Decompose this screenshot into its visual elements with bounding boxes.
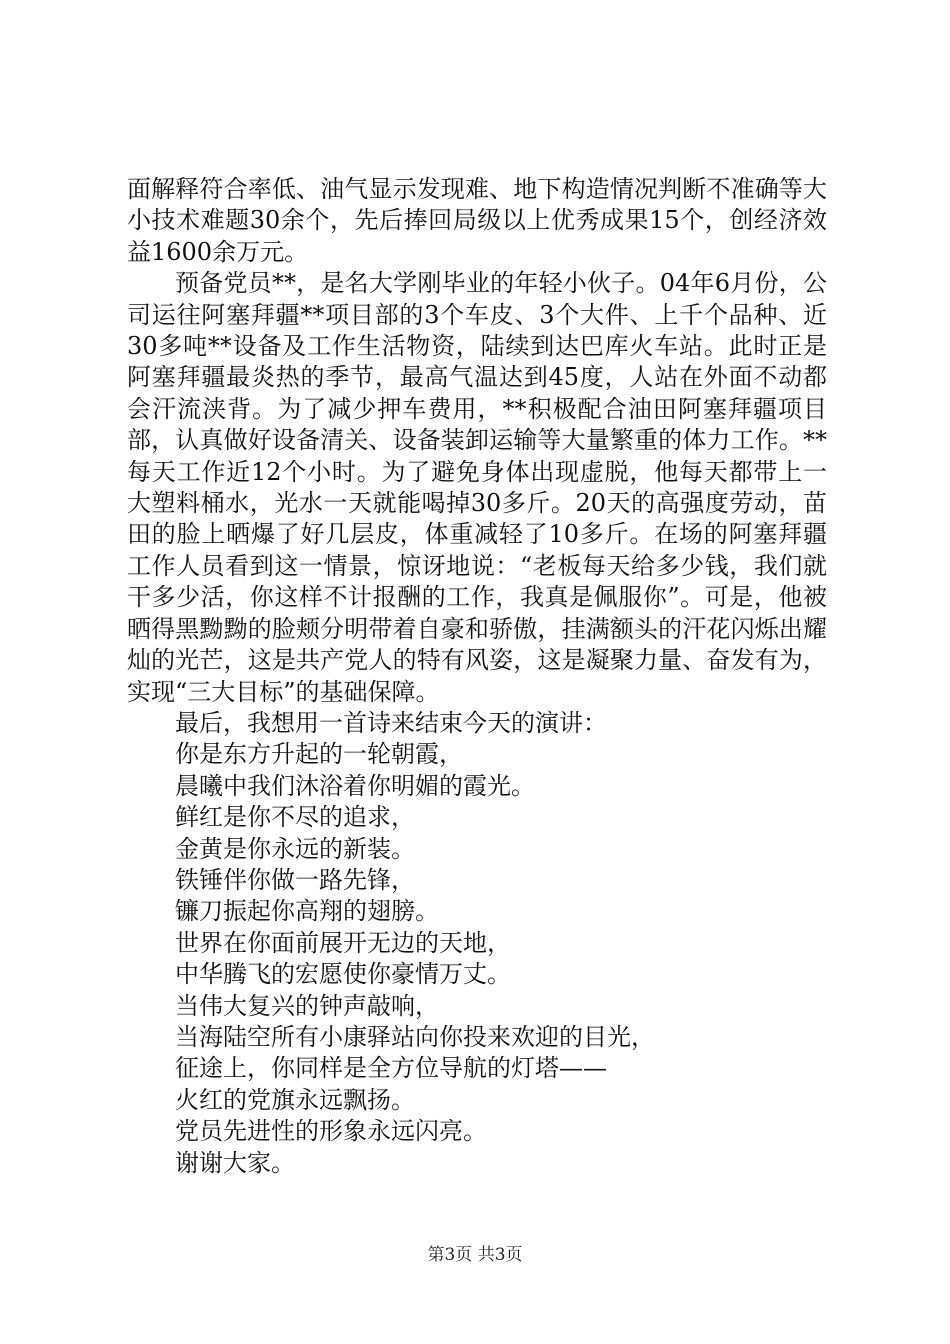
poem-line: 火红的党旗永远飘扬。 xyxy=(175,1085,415,1114)
document-body xyxy=(127,174,827,1179)
poem-line: 党员先进性的形象永远闪亮。 xyxy=(175,1117,487,1146)
poem-line: 铁锤伴你做一路先锋， xyxy=(175,865,415,894)
poem-line: 你是东方升起的一轮朝霞， xyxy=(175,740,463,769)
page-number: 第3页 共3页 xyxy=(427,1245,523,1265)
poem-line: 鲜红是你不尽的追求， xyxy=(175,803,415,832)
poem-line: 世界在你面前展开无边的天地， xyxy=(175,928,511,957)
poem-line: 当海陆空所有小康驿站向你投来欢迎的目光， xyxy=(175,1022,655,1051)
poem-line: 镰刀振起你高翔的翅膀。 xyxy=(175,897,439,926)
poem-line: 中华腾飞的宏愿使你豪情万丈。 xyxy=(175,960,511,989)
poem-line: 金黄是你永远的新装。 xyxy=(175,834,415,863)
poem-line: 征途上，你同样是全方位导航的灯塔—— xyxy=(175,1054,607,1083)
poem-line: 晨曦中我们沐浴着你明媚的霞光。 xyxy=(175,771,535,800)
poem xyxy=(127,739,827,1179)
paragraph-1: 面解释符合率低、油气显示发现难、地下构造情况判断不准确等大小技术难题30余个，先后捧回局级以上优秀成果15个，创经济效益1600余万元。 xyxy=(127,175,827,266)
page-footer xyxy=(0,1244,950,1266)
poem-line: 当伟大复兴的钟声敲响， xyxy=(175,991,439,1020)
closing-line: 谢谢大家。 xyxy=(175,1148,295,1177)
paragraph-3: 最后，我想用一首诗来结束今天的演讲： xyxy=(175,708,607,737)
paragraph-2: 预备党员**，是名大学刚毕业的年轻小伙子。04年6月份，公司运往阿塞拜疆**项目部的3个车皮、3个大件、上千个品种、近30多吨**设备及工作生活物资，陆续到达巴库火车站。此时正是阿塞拜疆最炎热的季节，最高气温达到45度，人站在外面不动都会汗流浃背。为了减少押车费用，**积极配合油田阿塞拜疆项目部，认真做好设备清关、设备装卸运输等大量繁重的体力工作。**每天工作近12个小时。为了避免身体出现虚脱，他每天都带上一大塑料桶水，光水一天就能喝掉30多斤。20天的高强度劳动，苗田的脸上晒爆了好几层皮，体重减轻了10多斤。在场的阿塞拜疆工作人员看到这一情景，惊讶地说：“老板每天给多少钱，我们就干多少活，你这样不计报酬的工作，我真是佩服你”。可是，他被晒得黑黝黝的脸颊分明带着自豪和骄傲，挂满额头的汗花闪烁出耀灿的光芒，这是共产党人的特有风姿，这是凝聚力量、奋发有为，实现“三大目标”的基础保障。 xyxy=(127,269,827,706)
